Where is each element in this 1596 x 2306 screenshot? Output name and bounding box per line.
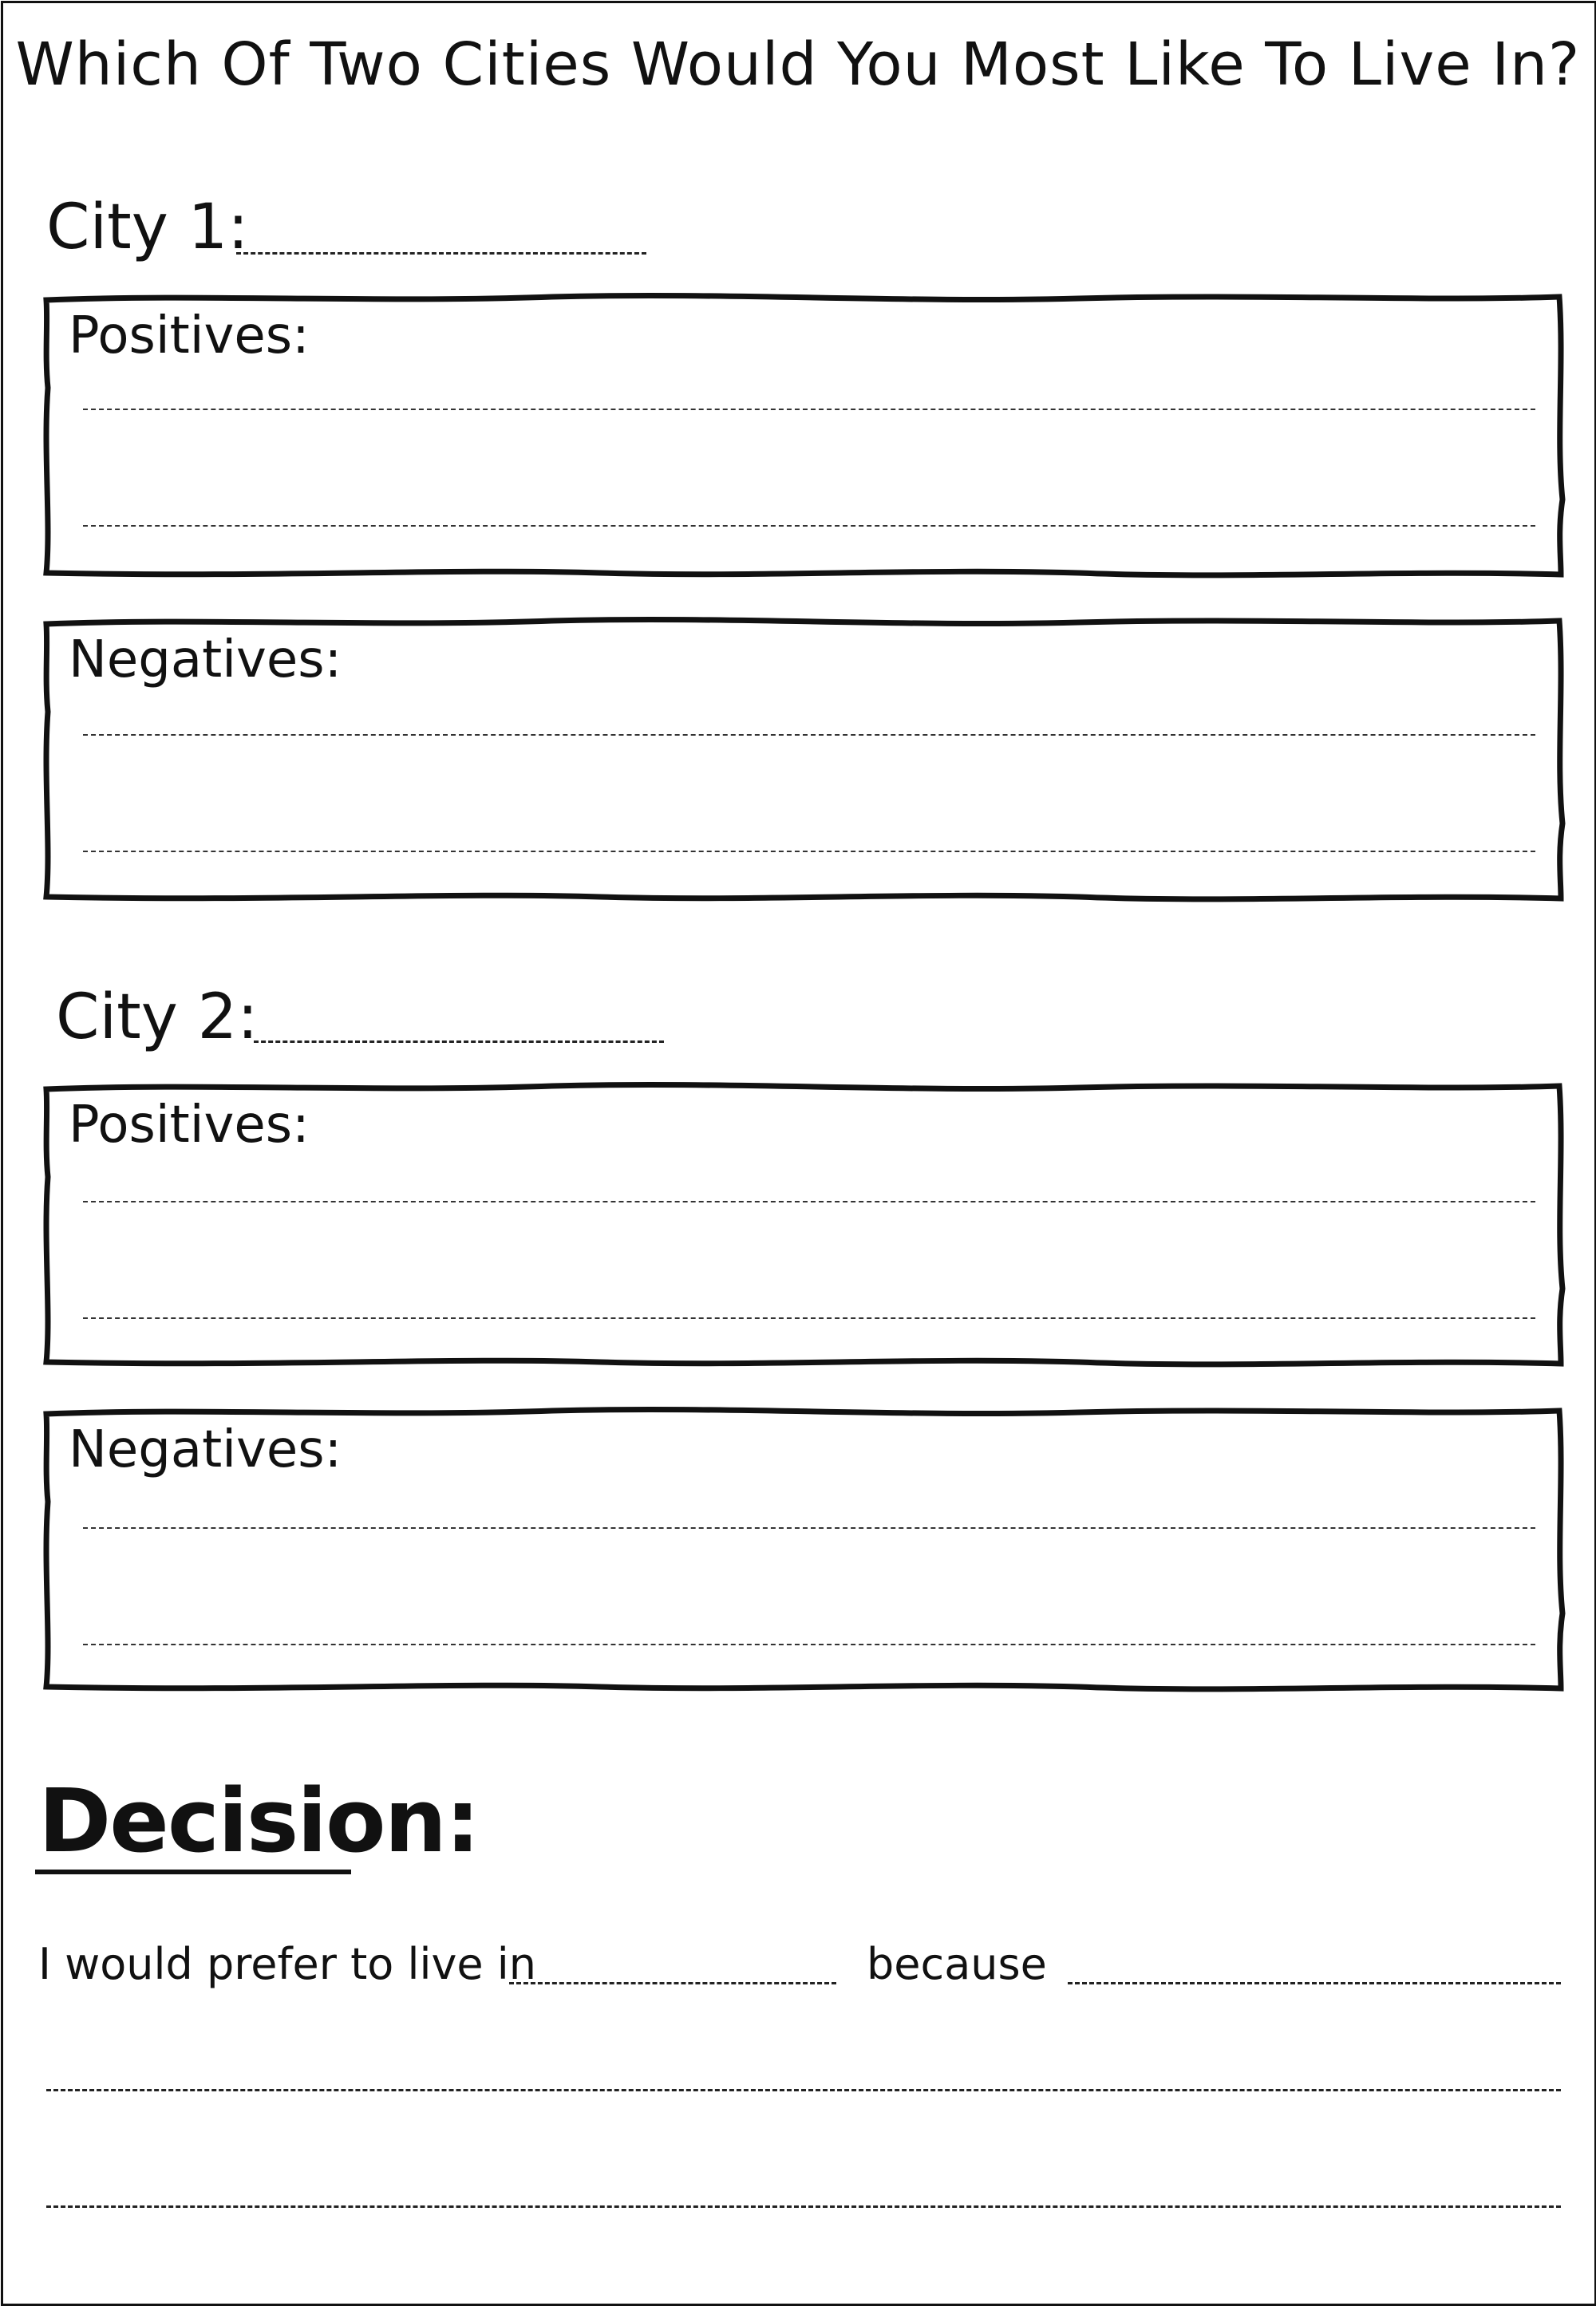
negatives-label: Negatives: bbox=[69, 1420, 342, 1479]
decision-sentence-start: I would prefer to live in bbox=[38, 1939, 537, 1989]
decision-heading bbox=[38, 1770, 479, 1872]
writing-line[interactable] bbox=[83, 1317, 1535, 1319]
writing-line[interactable] bbox=[83, 1527, 1535, 1529]
decision-heading-colon: : bbox=[444, 1770, 479, 1872]
decision-underline bbox=[35, 1870, 351, 1874]
positives-label: Positives: bbox=[69, 1096, 310, 1155]
city-1-label: City 1: bbox=[46, 192, 249, 263]
city-1-positives-box bbox=[41, 292, 1566, 581]
negatives-label: Negatives: bbox=[69, 630, 342, 689]
writing-line[interactable] bbox=[83, 734, 1535, 736]
writing-line[interactable] bbox=[83, 409, 1535, 410]
writing-line[interactable] bbox=[83, 1201, 1535, 1202]
city-2-name-field[interactable] bbox=[254, 1040, 664, 1043]
writing-line[interactable] bbox=[83, 1644, 1535, 1645]
reason-field[interactable] bbox=[1068, 1982, 1561, 1984]
reason-line[interactable] bbox=[46, 2089, 1561, 2091]
page-title: Which Of Two Cities Would You Most Like To Live In? bbox=[15, 30, 1581, 99]
decision-because: because bbox=[867, 1939, 1047, 1989]
city-2-label: City 2: bbox=[56, 981, 259, 1053]
positives-label: Positives: bbox=[69, 306, 310, 365]
city-2-positives-box bbox=[41, 1081, 1566, 1370]
reason-line[interactable] bbox=[46, 2205, 1561, 2208]
writing-line[interactable] bbox=[83, 525, 1535, 527]
writing-line[interactable] bbox=[83, 851, 1535, 852]
decision-heading-text: Decision bbox=[38, 1770, 445, 1872]
city-1-negatives-box bbox=[41, 616, 1566, 905]
city-2-negatives-box bbox=[41, 1406, 1566, 1695]
city-1-name-field[interactable] bbox=[236, 252, 646, 255]
preferred-city-field[interactable] bbox=[509, 1982, 836, 1984]
